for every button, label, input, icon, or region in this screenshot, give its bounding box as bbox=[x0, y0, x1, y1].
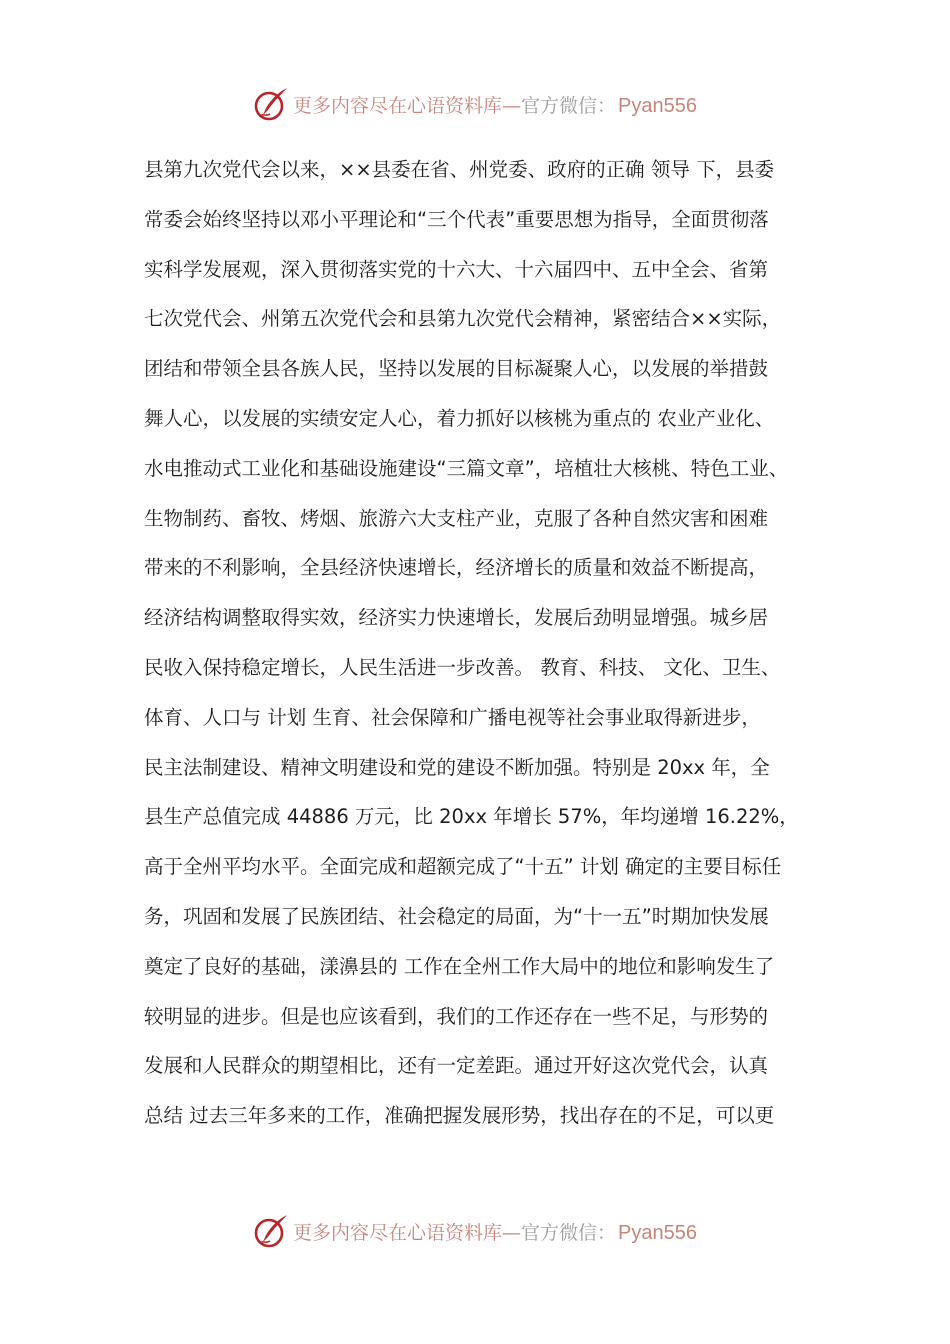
body-line: 团结和带领全县各族人民，坚持以发展的目标凝聚人心，以发展的举措鼓 bbox=[144, 357, 769, 381]
body-line: 带来的不利影响，全县经济快速增长，经济增长的质量和效益不断提高， bbox=[144, 556, 769, 580]
body-line: 奠定了良好的基础，漾濞县的 工作在全州工作大局中的地位和影响发生了 bbox=[144, 954, 775, 978]
body-line: 发展和人民群众的期望相比，还有一定差距。通过开好这次党代会，认真 bbox=[144, 1054, 769, 1078]
banner-text bbox=[293, 91, 697, 118]
body-line: 水电推动式工业化和基础设施建设“三篇文章”，培植壮大核桃、特色工业、 bbox=[144, 456, 789, 480]
wechat-label: 官方微信： bbox=[521, 94, 617, 117]
quill-pen-logo-icon bbox=[253, 86, 289, 122]
body-line: 民收入保持稳定增长，人民生活进一步改善。 教育、科技、 文化、卫生、 bbox=[144, 655, 781, 679]
wechat-label: 官方微信： bbox=[521, 1221, 617, 1244]
brand-text: 更多内容尽在心语资料库— bbox=[293, 1221, 522, 1244]
brand-text: 更多内容尽在心语资料库— bbox=[293, 94, 522, 117]
body-line: 民主法制建设、精神文明建设和党的建设不断加强。特别是 20xx 年，全 bbox=[144, 755, 770, 779]
body-line: 舞人心，以发展的实绩安定人心，着力抓好以核桃为重点的 农业产业化、 bbox=[144, 406, 775, 430]
banner-text bbox=[293, 1218, 697, 1245]
body-line: 常委会始终坚持以邓小平理论和“三个代表”重要思想为指导，全面贯彻落 bbox=[144, 207, 769, 231]
body-line: 县生产总值完成 44886 万元，比 20xx 年增长 57%，年均递增 16.22%， bbox=[144, 805, 799, 829]
body-line: 较明显的进步。但是也应该看到，我们的工作还存在一些不足，与形势的 bbox=[144, 1004, 769, 1028]
wechat-id: Pyan556 bbox=[618, 94, 697, 117]
footer-banner bbox=[0, 1211, 950, 1251]
body-line: 县第九次党代会以来，××县委在省、州党委、政府的正确 领导 下，县委 bbox=[144, 158, 775, 181]
body-line: 生物制药、畜牧、烤烟、旅游六大支柱产业，克服了各种自然灾害和困难 bbox=[144, 506, 769, 530]
body-line: 务，巩固和发展了民族团结、社会稳定的局面，为“十一五”时期加快发展 bbox=[144, 904, 769, 928]
body-line: 经济结构调整取得实效，经济实力快速增长，发展后劲明显增强。城乡居 bbox=[144, 606, 769, 630]
body-line: 实科学发展观，深入贯彻落实党的十六大、十六届四中、五中全会、省第 bbox=[144, 257, 769, 281]
wechat-id: Pyan556 bbox=[618, 1221, 697, 1244]
body-line: 总结 过去三年多来的工作，准确把握发展形势，找出存在的不足，可以更 bbox=[144, 1104, 775, 1128]
document-body bbox=[144, 145, 824, 1141]
body-line: 高于全州平均水平。全面完成和超额完成了“十五” 计划 确定的主要目标任 bbox=[144, 855, 782, 879]
body-line: 七次党代会、州第五次党代会和县第九次党代会精神，紧密结合××实际， bbox=[144, 307, 782, 331]
body-line: 体育、人口与 计划 生育、社会保障和广播电视等社会事业取得新进步， bbox=[144, 705, 761, 729]
header-banner bbox=[0, 84, 950, 124]
quill-pen-logo-icon bbox=[253, 1213, 289, 1249]
